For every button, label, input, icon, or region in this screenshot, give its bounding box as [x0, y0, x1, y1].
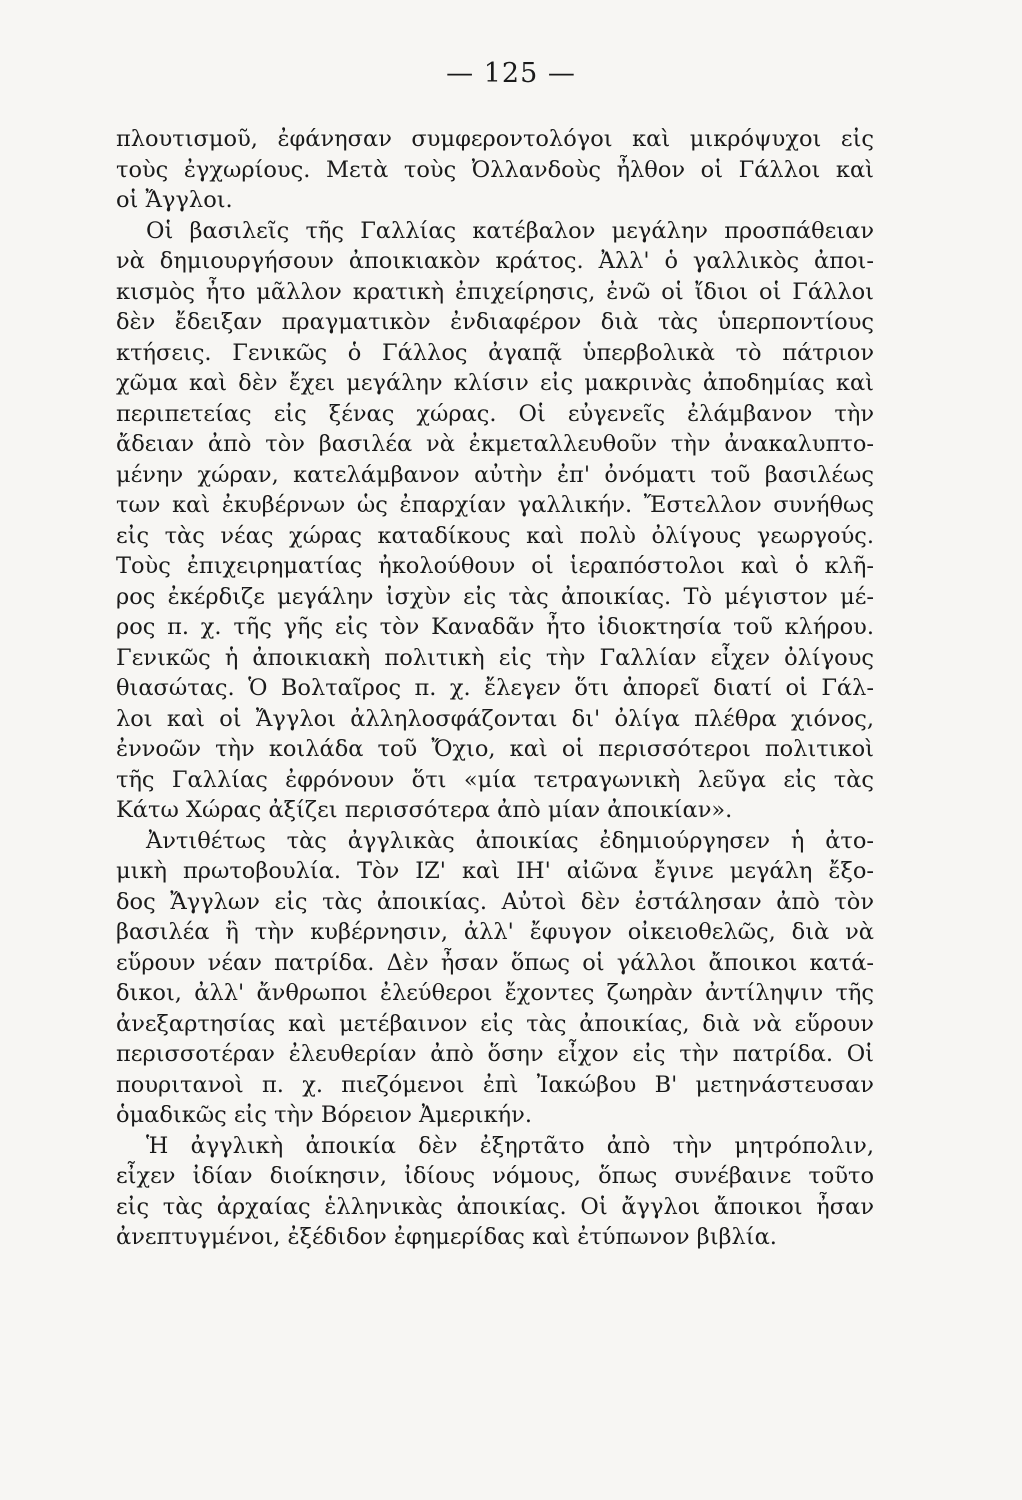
text-line: ἀνεξαρτησίας καὶ μετέβαινον εἰς τὰς ἀποικίας, διὰ νὰ εὕρουν	[116, 1010, 874, 1037]
text-line: χῶμα καὶ δὲν ἔχει μεγάλην κλίσιν εἰς μακρινὰς ἀποδημίας καὶ	[116, 370, 874, 396]
text-line: κισμὸς ἦτο μᾶλλον κρατικὴ ἐπιχείρησις, ἐνῶ οἱ ἴδιοι οἱ Γάλλοι	[116, 278, 874, 305]
text-line: ἐννοῶν τὴν κοιλάδα τοῦ Ὄχιο, καὶ οἱ περισσότεροι πολιτικοὶ	[116, 736, 874, 762]
text-line: Τοὺς ἐπιχειρηματίας ἠκολούθουν οἱ ἱεραπόστολοι καὶ ὁ κλῆ-	[116, 553, 874, 579]
text-line: εἰς τὰς ἀρχαίας ἑλληνικὰς ἀποικίας. Οἱ ἄγγλοι ἄποικοι ἦσαν	[116, 1193, 874, 1220]
text-line: ρος π. χ. τῆς γῆς εἰς τὸν Καναδᾶν ἦτο ἰδιοκτησία τοῦ κλήρου.	[116, 614, 874, 640]
text-line: πουριτανοὶ π. χ. πιεζόμενοι ἐπὶ Ἰακώβου Β' μετηνάστευσαν	[116, 1071, 874, 1098]
text-line: περιπετείας εἰς ξένας χώρας. Οἱ εὐγενεῖς ἐλάμβανον τὴν	[116, 400, 874, 427]
text-line: Κάτω Χώρας ἀξίζει περισσότερα ἀπὸ μίαν ἀποικίαν».	[116, 797, 733, 823]
text-line: μικὴ πρωτοβουλία. Τὸν ΙΖ' καὶ ΙΗ' αἰῶνα ἔγινε μεγάλη ἔξο-	[116, 858, 874, 884]
text-line: κτήσεις. Γενικῶς ὁ Γάλλος ἀγαπᾷ ὑπερβολικὰ τὸ πάτριον	[116, 339, 874, 366]
text-line: ἄδειαν ἀπὸ τὸν βασιλέα νὰ ἐκμεταλλευθοῦν τὴν ἀνακαλυπτο-	[116, 431, 874, 457]
text-line: Ἡ ἀγγλικὴ ἀποικία δὲν ἐξηρτᾶτο ἀπὸ τὴν μητρόπολιν,	[146, 1132, 874, 1159]
text-line: τοὺς ἐγχωρίους. Μετὰ τοὺς Ὀλλανδοὺς ἦλθον οἱ Γάλλοι καὶ	[116, 156, 874, 183]
page-number: — 125 —	[446, 58, 576, 89]
text-line: μένην χώραν, κατελάμβανον αὐτὴν ἐπ' ὀνόματι τοῦ βασιλέως	[116, 461, 874, 488]
text-line: δὲν ἔδειξαν πραγματικὸν ἐνδιαφέρον διὰ τὰς ὑπερποντίους	[116, 309, 874, 335]
text-line: Γενικῶς ἡ ἀποικιακὴ πολιτικὴ εἰς τὴν Γαλλίαν εἶχεν ὀλίγους	[116, 644, 874, 671]
text-line: εὕρουν νέαν πατρίδα. Δὲν ἦσαν ὅπως οἱ γάλλοι ἄποικοι κατά-	[116, 949, 874, 976]
text-line: πλουτισμοῦ, ἐφάνησαν συμφεροντολόγοι καὶ μικρόψυχοι εἰς	[116, 126, 874, 152]
text-line: ἀνεπτυγμένοι, ἐξέδιδον ἐφημερίδας καὶ ἐτύπωνον βιβλία.	[116, 1224, 777, 1250]
text-line: Ἀντιθέτως τὰς ἀγγλικὰς ἀποικίας ἐδημιούργησεν ἡ ἀτο-	[146, 827, 874, 854]
text-line: Οἱ βασιλεῖς τῆς Γαλλίας κατέβαλον μεγάλην προσπάθειαν	[146, 217, 874, 244]
body-text	[116, 124, 874, 1253]
text-line: οἱ Ἄγγλοι.	[116, 187, 233, 213]
text-line: λοι καὶ οἱ Ἄγγλοι ἀλληλοσφάζονται δι' ὀλίγα πλέθρα χιόνος,	[116, 705, 874, 732]
text-line: εἰς τὰς νέας χώρας καταδίκους καὶ πολὺ ὀλίγους γεωργούς.	[116, 522, 874, 549]
text-line: θιασώτας. Ὁ Βολταῖρος π. χ. ἔλεγεν ὅτι ἀπορεῖ διατί οἱ Γάλ-	[116, 675, 874, 701]
text-line: τῆς Γαλλίας ἐφρόνουν ὅτι «μία τετραγωνικὴ λεῦγα εἰς τὰς	[116, 766, 874, 793]
text-line: βασιλέα ἢ τὴν κυβέρνησιν, ἀλλ' ἔφυγον οἰκειοθελῶς, διὰ νὰ	[116, 919, 874, 945]
text-line: των καὶ ἐκυβέρνων ὡς ἐπαρχίαν γαλλικήν. Ἔστελλον συνήθως	[116, 492, 874, 518]
text-line: περισσοτέραν ἐλευθερίαν ἀπὸ ὅσην εἶχον εἰς τὴν πατρίδα. Οἱ	[116, 1041, 874, 1067]
text-line: ὁμαδικῶς εἰς τὴν Βόρειον Ἀμερικήν.	[116, 1102, 532, 1128]
text-line: νὰ δημιουργήσουν ἀποικιακὸν κράτος. Ἀλλ' ὁ γαλλικὸς ἀποι-	[116, 248, 874, 274]
text-line: δικοι, ἀλλ' ἄνθρωποι ἐλεύθεροι ἔχοντες ζωηρὰν ἀντίληψιν τῆς	[116, 980, 874, 1006]
text-line: δος Ἄγγλων εἰς τὰς ἀποικίας. Αὐτοὶ δὲν ἐστάλησαν ἀπὸ τὸν	[116, 888, 874, 915]
text-line: εἶχεν ἰδίαν διοίκησιν, ἰδίους νόμους, ὅπως συνέβαινε τοῦτο	[116, 1163, 874, 1189]
text-line: ρος ἐκέρδιζε μεγάλην ἰσχὺν εἰς τὰς ἀποικίας. Τὸ μέγιστον μέ-	[116, 583, 874, 610]
